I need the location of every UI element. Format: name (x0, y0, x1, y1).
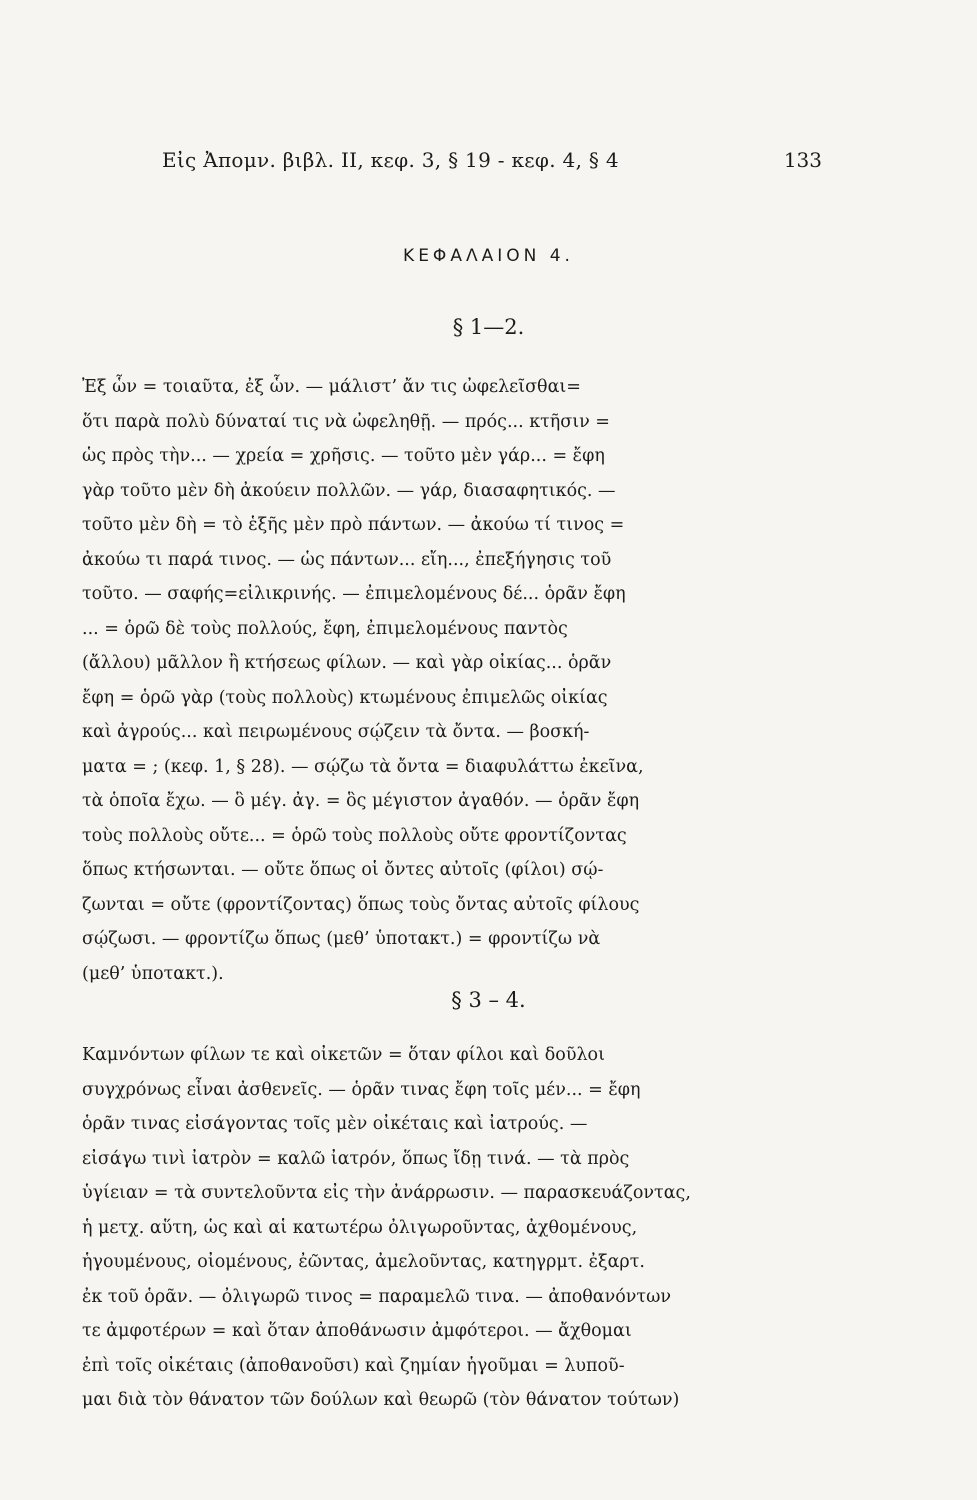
text-line: ἀκούω τι παρά τινος. — ὡς πάντων... εἴη..., ἐπεξήγησις τοῦ (82, 549, 612, 570)
text-line: σῴζωσι. — φροντίζω ὅπως (μεθ’ ὑποτακτ.) = φροντίζω νὰ (82, 929, 601, 949)
text-line: ... = ὁρῶ δὲ τοὺς πολλούς, ἔφη, ἐπιμελομένους παντὸς (82, 618, 568, 639)
text-line: ἐκ τοῦ ὁρᾶν. — ὀλιγωρῶ τινος = παραμελῶ τινα. — ἀποθανόντων (82, 1286, 672, 1307)
section-heading-3-4: § 3 – 4. (451, 988, 526, 1012)
text-line: τοῦτο. — σαφής=εἰλικρινής. — ἐπιμελομένους δέ... ὁρᾶν ἔφη (82, 584, 626, 604)
text-line: τοὺς πολλοὺς οὔτε... = ὁρῶ τοὺς πολλοὺς οὔτε φροντίζοντας (82, 825, 627, 846)
text-line: Ἐξ ὧν = τοιαῦτα, ἐξ ὧν. — μάλιστ’ ἄν τις ὠφελεῖσθαι= (82, 377, 581, 397)
text-line: ὡς πρὸς τὴν... — χρεία = χρῆσις. — τοῦτο μὲν γάρ... = ἔφη (82, 446, 605, 466)
text-line: τὰ ὁποῖα ἔχω. — ὃ μέγ. ἀγ. = ὃς μέγιστον ἀγαθόν. — ὁρᾶν ἔφη (82, 791, 640, 811)
page-number: 133 (783, 148, 822, 172)
text-line: συγχρόνως εἶναι ἀσθενεῖς. — ὁρᾶν τινας ἔφη τοῖς μέν... = ἔφη (82, 1079, 641, 1100)
section-heading-1-2: § 1—2. (452, 315, 525, 339)
text-line: ζωνται = οὔτε (φροντίζοντας) ὅπως τοὺς ὄντας αὐτοῖς φίλους (82, 894, 640, 915)
text-line: ἐπὶ τοῖς οἰκέταις (ἀποθανοῦσι) καὶ ζημίαν ἡγοῦμαι = λυποῦ- (82, 1355, 625, 1376)
text-line: ματα = ; (κεφ. 1, § 28). — σῴζω τὰ ὄντα = διαφυλάττω ἐκεῖνα, (82, 756, 644, 777)
section-3-4-body (82, 1038, 820, 1418)
text-line: ἡ μετχ. αὕτη, ὡς καὶ αἱ κατωτέρω ὀλιγωροῦντας, ἀχθομένους, (82, 1217, 638, 1238)
text-line: ὑγίειαν = τὰ συντελοῦντα εἰς τὴν ἀνάρρωσιν. — παρασκευάζοντας, (82, 1183, 691, 1203)
text-line: ὅπως κτήσωνται. — οὔτε ὅπως οἱ ὄντες αὐτοῖς (φίλοι) σῴ- (82, 860, 604, 880)
text-line: γὰρ τοῦτο μὲν δὴ ἀκούειν πολλῶν. — γάρ, διασαφητικός. — (82, 480, 616, 501)
text-line: καὶ ἀγρούς... καὶ πειρωμένους σῴζειν τὰ ὄντα. — βοσκή- (82, 722, 590, 742)
text-line: ἡγουμένους, οἰομένους, ἐῶντας, ἀμελοῦντας, κατηγρμτ. ἐξαρτ. (82, 1252, 645, 1272)
text-line: (ἄλλου) μᾶλλον ἢ κτήσεως φίλων. — καὶ γὰρ οἰκίας... ὁρᾶν (82, 653, 612, 673)
text-line: (μεθ’ ὑποτακτ.). (82, 963, 224, 984)
text-line: τοῦτο μὲν δὴ = τὸ ἑξῆς μὲν πρὸ πάντων. — ἀκούω τί τινος = (82, 515, 625, 535)
chapter-title: ΚΕΦΑΛΑΙΟΝ 4. (403, 246, 574, 266)
text-line: Καμνόντων φίλων τε καὶ οἰκετῶν = ὅταν φίλοι καὶ δοῦλοι (82, 1045, 605, 1065)
text-line: εἰσάγω τινὶ ἰατρὸν = καλῶ ἰατρόν, ὅπως ἴδῃ τινά. — τὰ πρὸς (82, 1148, 630, 1169)
running-header (162, 148, 822, 178)
text-line: ὁρᾶν τινας εἰσάγοντας τοῖς μὲν οἰκέταις καὶ ἰατρούς. — (82, 1114, 588, 1134)
text-line: ἔφη = ὁρῶ γὰρ (τοὺς πολλοὺς) κτωμένους ἐπιμελῶς οἰκίας (82, 687, 608, 708)
running-header-title: Εἰς Ἀπομν. βιβλ. II, κεφ. 3, § 19 - κεφ. 4, § 4 (162, 148, 619, 172)
text-line: ὅτι παρὰ πολὺ δύναταί τις νὰ ὠφεληθῇ. — πρός... κτῆσιν = (82, 411, 610, 432)
text-line: μαι διὰ τὸν θάνατον τῶν δούλων καὶ θεωρῶ (τὸν θάνατον τούτων) (82, 1390, 680, 1410)
section-1-2-body (82, 370, 820, 991)
text-line: τε ἀμφοτέρων = καὶ ὅταν ἀποθάνωσιν ἀμφότεροι. — ἄχθομαι (82, 1321, 632, 1341)
